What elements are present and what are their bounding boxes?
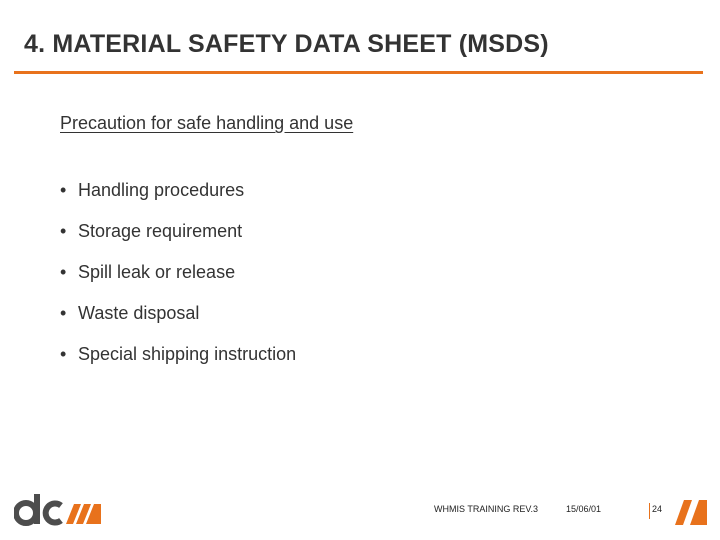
bullet-text: Handling procedures — [78, 180, 245, 200]
footer-date: 15/06/01 — [566, 504, 602, 514]
bullet-item — [60, 343, 296, 384]
bullet-marker: • — [60, 180, 67, 200]
bullet-marker: • — [60, 221, 67, 241]
footer-document-name: WHMIS TRAINING REV.3 — [434, 504, 539, 514]
bullet-item — [60, 220, 296, 261]
bullet-text: Waste disposal — [78, 303, 200, 323]
bullet-marker: • — [60, 344, 67, 364]
page-number: 24 — [652, 504, 663, 514]
bullet-item — [60, 302, 296, 343]
title-divider — [14, 71, 703, 74]
bullet-item — [60, 179, 296, 220]
bullet-item — [60, 261, 296, 302]
slide-title: 4. MATERIAL SAFETY DATA SHEET (MSDS) — [24, 30, 549, 58]
section-subtitle: Precaution for safe handling and use — [60, 113, 354, 133]
bullet-text: Special shipping instruction — [78, 344, 297, 364]
dcm-logo — [14, 492, 106, 528]
bullet-text: Spill leak or release — [78, 262, 236, 282]
bullet-marker: • — [60, 262, 67, 282]
bullet-marker: • — [60, 303, 67, 323]
bullet-text: Storage requirement — [78, 221, 243, 241]
bullet-list — [60, 179, 296, 384]
footer-divider — [649, 503, 650, 519]
brand-slash-icon — [673, 497, 709, 527]
